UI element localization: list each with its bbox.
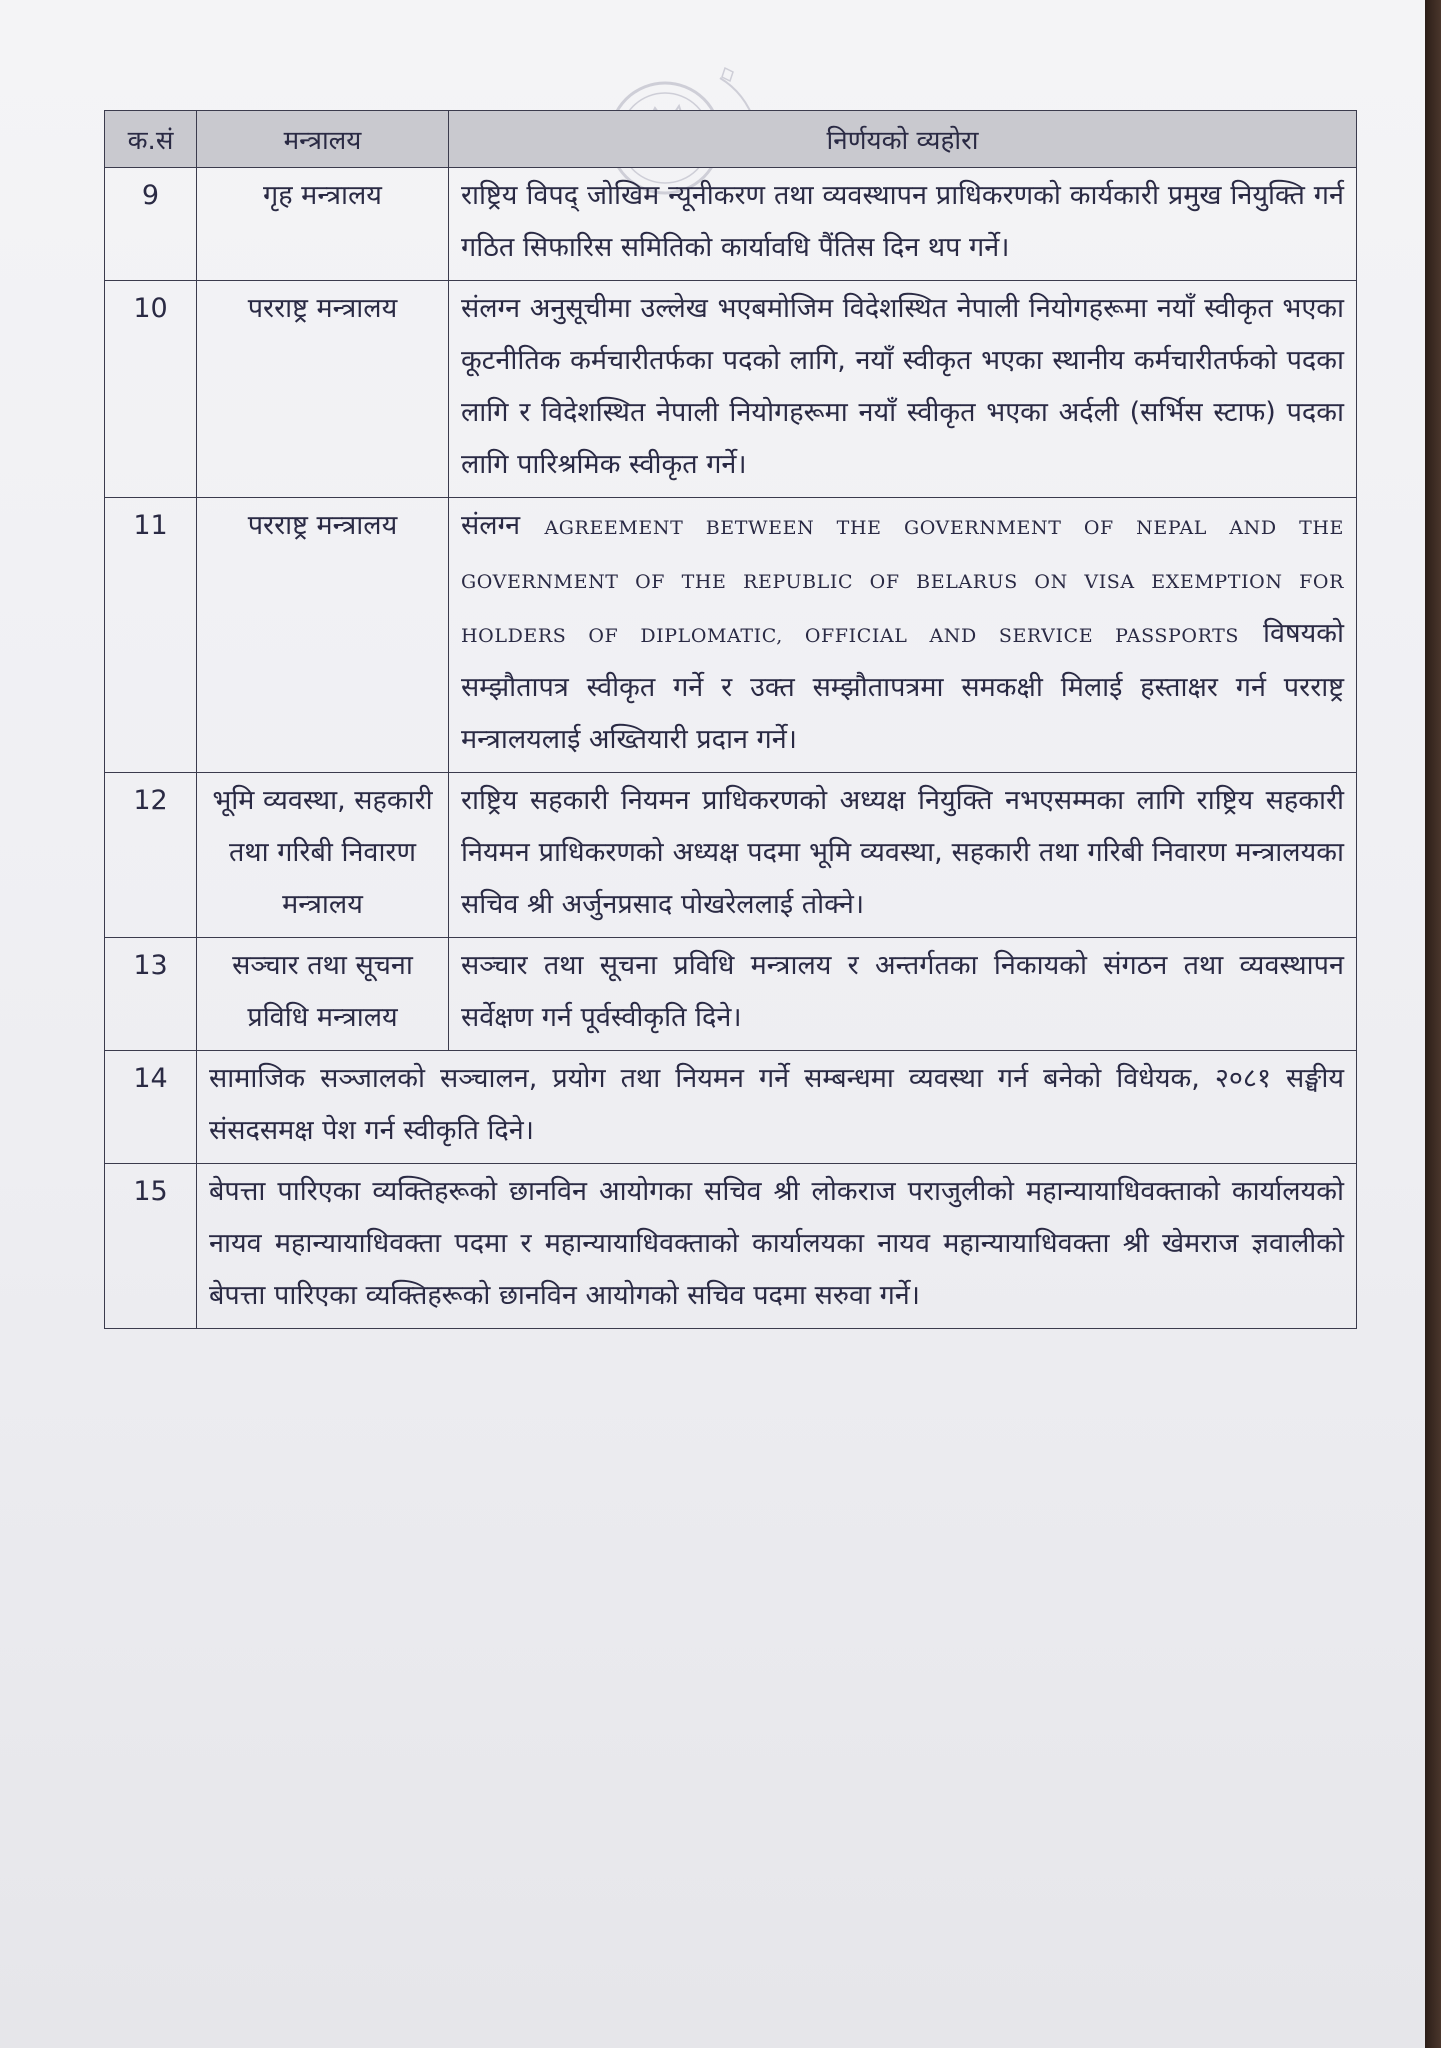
serial-number: 11 [105,498,197,773]
table-row [105,1051,1357,1164]
decision-text: सञ्चार तथा सूचना प्रविधि मन्त्रालय र अन्तर्गतका निकायको संगठन तथा व्यवस्थापन सर्वेक्षण गर्न पूर्वस्वीकृति दिने। [449,938,1357,1051]
decision-suffix: विषयको सम्झौतापत्र स्वीकृत गर्ने र उक्त सम्झौतापत्रमा समकक्षी मिलाई हस्ताक्षर गर्न परराष्ट्र मन्त्रालयलाई अख्तियारी प्रदान गर्ने। [461,618,1344,755]
table-row [105,938,1357,1051]
table-header-row [105,111,1357,168]
table-row [105,1164,1357,1329]
table-row [105,168,1357,281]
serial-number: 15 [105,1164,197,1329]
header-ministry: मन्त्रालय [197,111,449,168]
ministry-name: परराष्ट्र मन्त्रालय [197,498,449,773]
ministry-name: गृह मन्त्रालय [197,168,449,281]
decision-text: राष्ट्रिय विपद् जोखिम न्यूनीकरण तथा व्यवस्थापन प्राधिकरणको कार्यकारी प्रमुख नियुक्ति गर्न गठित सिफारिस समितिको कार्यावधि पैंतिस दिन थप गर्ने। [449,168,1357,281]
agreement-title-english: AGREEMENT BETWEEN THE GOVERNMENT OF NEPAL AND THE GOVERNMENT OF THE REPUBLIC OF BELARUS ON VISA EXEMPTION FOR HOLDERS OF DIPLOMATIC, OFFICIAL AND SERVICE PASSPORTS [461,517,1344,647]
header-serial-number: क.सं [105,111,197,168]
serial-number: 12 [105,773,197,938]
header-decision: निर्णयको व्यहोरा [449,111,1357,168]
ministry-name: सञ्चार तथा सूचना प्रविधि मन्त्रालय [197,938,449,1051]
decision-text [449,498,1357,773]
serial-number: 9 [105,168,197,281]
serial-number: 10 [105,281,197,498]
serial-number: 13 [105,938,197,1051]
decisions-table [104,110,1357,1329]
ministry-name: भूमि व्यवस्था, सहकारी तथा गरिबी निवारण मन्त्रालय [197,773,449,938]
decision-text: संलग्न अनुसूचीमा उल्लेख भएबमोजिम विदेशस्थित नेपाली नियोगहरूमा नयाँ स्वीकृत भएका कूटनीतिक कर्मचारीतर्फका पदको लागि, नयाँ स्वीकृत भएका स्थानीय कर्मचारीतर्फको पदका लागि र विदेशस्थित नेपाली नियोगहरूमा नयाँ स्वीकृत भएका अर्दली (सर्भिस स्टाफ) पदका लागि पारिश्रमिक स्वीकृत गर्ने। [449,281,1357,498]
table-row [105,498,1357,773]
decision-text: राष्ट्रिय सहकारी नियमन प्राधिकरणको अध्यक्ष नियुक्ति नभएसम्मका लागि राष्ट्रिय सहकारी नियमन प्राधिकरणको अध्यक्ष पदमा भूमि व्यवस्था, सहकारी तथा गरिबी निवारण मन्त्रालयका सचिव श्री अर्जुनप्रसाद पोखरेललाई तोक्ने। [449,773,1357,938]
serial-number: 14 [105,1051,197,1164]
decision-prefix: संलग्न [461,510,521,541]
decision-text: सामाजिक सञ्जालको सञ्चालन, प्रयोग तथा नियमन गर्ने सम्बन्धमा व्यवस्था गर्न बनेको विधेयक, २०८१ सङ्घीय संसदसमक्ष पेश गर्न स्वीकृति दिने। [197,1051,1357,1164]
ministry-name: परराष्ट्र मन्त्रालय [197,281,449,498]
decision-text: बेपत्ता पारिएका व्यक्तिहरूको छानविन आयोगका सचिव श्री लोकराज पराजुलीको महान्यायाधिवक्ताको कार्यालयको नायव महान्यायाधिवक्ता पदमा र महान्यायाधिवक्ताको कार्यालयका नायव महान्यायाधिवक्ता श्री खेमराज ज्ञवालीको बेपत्ता पारिएका व्यक्तिहरूको छानविन आयोगको सचिव पदमा सरुवा गर्ने। [197,1164,1357,1329]
table-row [105,281,1357,498]
desk-background [1425,0,1441,2048]
table-row [105,773,1357,938]
